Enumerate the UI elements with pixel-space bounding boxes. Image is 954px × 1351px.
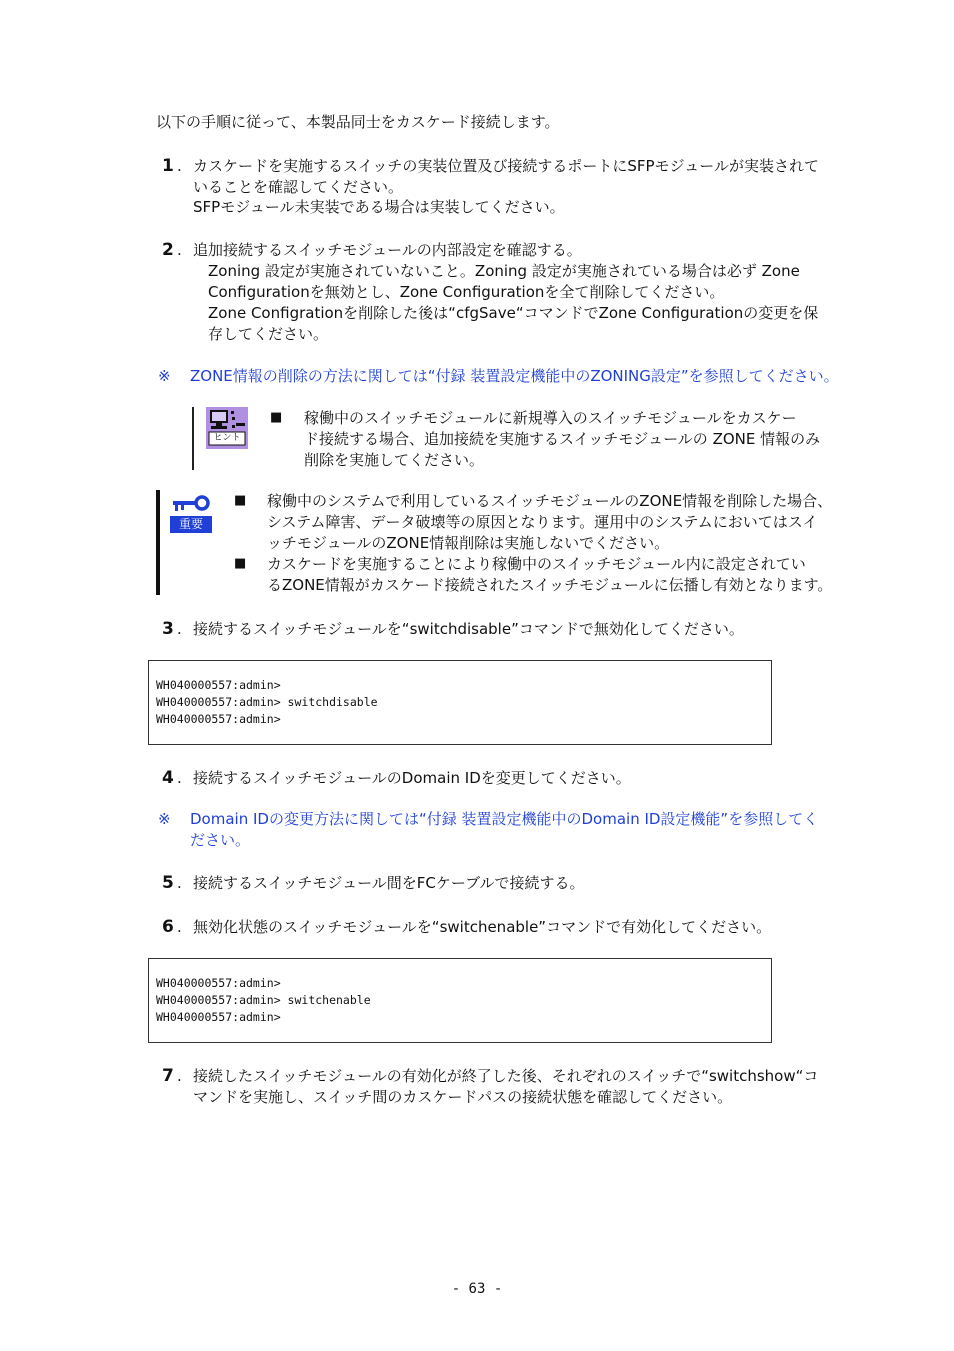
step-text: 追加接続するスイッチモジュールの内部設定を確認する。 <box>193 241 582 259</box>
key-icon <box>170 495 212 533</box>
important-bullet: ■ <box>234 493 247 508</box>
code-line: WH040000557:admin> <box>156 1010 281 1024</box>
step-dot: . <box>177 157 182 175</box>
step-dot: . <box>177 874 182 892</box>
hint-label: ヒント <box>213 433 241 443</box>
step-text: Zone Configrationを削除した後は“cfgSave“コマンドでZone Configurationの変更を保 <box>208 304 819 322</box>
note-text: ださい。 <box>190 831 251 849</box>
step-dot: . <box>177 241 182 259</box>
step-number: 4 <box>162 768 174 788</box>
important-bar <box>156 490 160 595</box>
page-number: - 63 - <box>451 1281 503 1297</box>
hint-bullet: ■ <box>270 410 283 425</box>
important-text: るZONE情報がカスケード接続されたスイッチモジュールに伝播し有効となります。 <box>267 576 833 594</box>
important-text: ッチモジュールのZONE情報削除は実施しないでください。 <box>267 534 670 552</box>
code-line: WH040000557:admin> <box>156 976 281 990</box>
step-dot: . <box>177 1067 182 1085</box>
step-dot: . <box>177 620 182 638</box>
note-mark: ※ <box>158 810 171 828</box>
step-text: マンドを実施し、スイッチ間のカスケードパスの接続状態を確認してください。 <box>193 1088 733 1106</box>
hint-text: ド接続する場合、追加接続を実施するスイッチモジュールの ZONE 情報のみ <box>304 430 821 448</box>
important-bullet: ■ <box>234 556 247 571</box>
code-line: WH040000557:admin> <box>156 712 281 726</box>
step-number: 7 <box>162 1066 174 1086</box>
hint-bar <box>192 407 194 470</box>
step-text: 接続したスイッチモジュールの有効化が終了した後、それぞれのスイッチで“switchshow“コ <box>193 1067 819 1085</box>
step-text: 接続するスイッチモジュールのDomain IDを変更してください。 <box>193 769 631 787</box>
step-number: 5 <box>162 873 174 893</box>
step-text: いることを確認してください。 <box>193 178 404 196</box>
step-dot: . <box>177 918 182 936</box>
step-text: 存してください。 <box>208 325 329 343</box>
important-text: システム障害、データ破壊等の原因となります。運用中のシステムにおいてはスイ <box>267 513 818 531</box>
code-block-switchenable <box>148 958 772 1043</box>
step-number: 6 <box>162 917 174 937</box>
step-text: 接続するスイッチモジュールを“switchdisable”コマンドで無効化してください。 <box>193 620 744 638</box>
code-line: WH040000557:admin> switchenable <box>156 993 371 1007</box>
note-mark: ※ <box>158 367 171 385</box>
hint-icon <box>206 407 248 449</box>
code-line: WH040000557:admin> <box>156 678 281 692</box>
step-text: Zoning 設定が実施されていないこと。Zoning 設定が実施されている場合は必ず Zone <box>208 262 800 280</box>
step-number: 2 <box>162 240 174 260</box>
step-dot: . <box>177 769 182 787</box>
step-text: SFPモジュール未実装である場合は実装してください。 <box>193 198 565 216</box>
step-text: 接続するスイッチモジュール間をFCケーブルで接続する。 <box>193 874 585 892</box>
code-line: WH040000557:admin> switchdisable <box>156 695 378 709</box>
step-text: カスケードを実施するスイッチの実装位置及び接続するポートにSFPモジュールが実装されて <box>193 157 819 175</box>
important-text: 稼働中のシステムで利用しているスイッチモジュールのZONE情報を削除した場合、 <box>267 492 833 510</box>
note-text: ZONE情報の削除の方法に関しては“付録 装置設定機能中のZONING設定”を参照してください。 <box>190 367 839 385</box>
step-number: 3 <box>162 619 174 639</box>
important-text: カスケードを実施することにより稼働中のスイッチモジュール内に設定されてい <box>267 555 806 573</box>
step-number: 1 <box>162 156 174 176</box>
hint-text: 削除を実施してください。 <box>304 451 485 469</box>
hint-text: 稼働中のスイッチモジュールに新規導入のスイッチモジュールをカスケー <box>304 409 797 427</box>
code-block-switchdisable <box>148 660 772 745</box>
intro-text: 以下の手順に従って、本製品同士をカスケード接続します。 <box>156 113 560 131</box>
note-text: Domain IDの変更方法に関しては“付録 装置設定機能中のDomain ID設定機能”を参照してく <box>190 810 819 828</box>
important-label: 重要 <box>170 516 212 533</box>
step-text: 無効化状態のスイッチモジュールを“switchenable”コマンドで有効化してください。 <box>193 918 772 936</box>
step-text: Configurationを無効とし、Zone Configurationを全て削除してください。 <box>208 283 725 301</box>
